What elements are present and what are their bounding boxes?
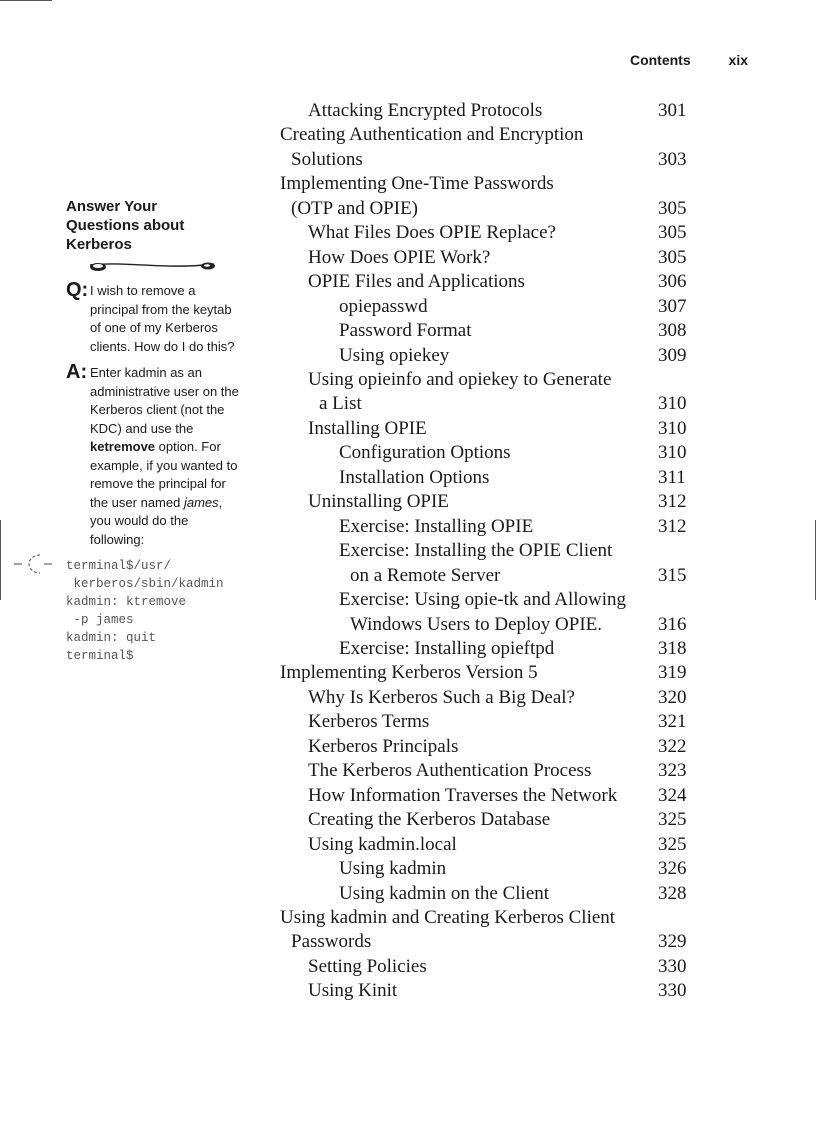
toc-entry-title: Kerberos Terms: [308, 711, 430, 733]
toc-entry: [280, 490, 710, 514]
header-page-number: xix: [728, 52, 748, 68]
code-line: terminal$/usr/: [66, 559, 172, 573]
toc-entry-page: 310: [658, 417, 687, 439]
toc-entry: [280, 197, 710, 221]
toc-entry: [280, 930, 710, 954]
code-line: kadmin: ktremove: [66, 595, 187, 609]
toc-entry-title: Exercise: Installing opieftpd: [339, 637, 555, 659]
toc-entry: [280, 979, 710, 1003]
toc-entry-page: 329: [658, 931, 687, 953]
toc-entry-title: Solutions: [291, 148, 363, 170]
sidebar-title-line: Kerberos: [66, 236, 132, 253]
toc-entry-title: How Does OPIE Work?: [308, 246, 491, 268]
toc-entry-title: on a Remote Server: [350, 564, 501, 586]
question-block: [66, 279, 246, 356]
toc-entry-page: 322: [658, 735, 687, 757]
toc-entry-title: Setting Policies: [308, 955, 427, 977]
toc-entry-title: Passwords: [291, 931, 372, 953]
answer-username-italic: james: [183, 494, 219, 510]
toc-entry-title: Using Kinit: [308, 980, 398, 1002]
toc-entry-title: Using kadmin and Creating Kerberos Client: [280, 906, 616, 928]
table-of-contents: [280, 99, 710, 1004]
toc-entry-title: Attacking Encrypted Protocols: [308, 100, 543, 121]
toc-entry-title: Installing OPIE: [308, 417, 427, 439]
toc-entry-title: Configuration Options: [339, 442, 511, 464]
toc-entry-page: 307: [658, 295, 687, 317]
toc-entry-title: Exercise: Installing the OPIE Client: [339, 540, 613, 562]
toc-entry-page: 305: [658, 222, 687, 244]
toc-entry: [280, 539, 710, 563]
toc-entry-page: 301: [658, 100, 687, 121]
flourish-ornament-icon: [86, 258, 220, 276]
sidebar-title: [66, 197, 246, 254]
answer-text-part: option. For example, if you wanted to remove the principal for the user named: [90, 439, 238, 510]
sidebar-qa: [66, 197, 246, 665]
answer-text-part: Enter kadmin as an administrative user on the Kerberos client (not the KDC) and use the: [90, 365, 239, 436]
toc-entry-title: Using opieinfo and opiekey to Generate: [308, 368, 612, 390]
toc-entry: [280, 368, 710, 392]
toc-entry-page: 305: [658, 246, 687, 268]
toc-entry-page: 303: [658, 148, 687, 170]
question-text: I wish to remove a principal from the keytab of one of my Kerberos clients. How do I do this?: [90, 283, 235, 354]
toc-entry-page: 320: [658, 686, 687, 708]
toc-entry: [280, 466, 710, 490]
answer-text: [90, 365, 239, 547]
toc-entry: [280, 686, 710, 710]
toc-entry-page: 321: [658, 711, 687, 733]
toc-entry-page: 308: [658, 320, 687, 342]
toc-entry-page: 306: [658, 271, 687, 293]
toc-entry: [280, 515, 710, 539]
left-edge-rule: [0, 520, 1, 600]
code-block: [66, 557, 246, 665]
toc-entry: [280, 295, 710, 319]
toc-entry-title: Installation Options: [339, 466, 490, 488]
toc-entry: [280, 344, 710, 368]
toc-entry-title: What Files Does OPIE Replace?: [308, 222, 556, 244]
margin-mark-icon: [14, 552, 54, 576]
toc-entry-title: Exercise: Installing OPIE: [339, 515, 534, 537]
toc-entry: [280, 417, 710, 441]
toc-entry-title: Uninstalling OPIE: [308, 491, 449, 513]
toc-entry-title: OPIE Files and Applications: [308, 271, 525, 293]
toc-entry-page: 316: [658, 613, 687, 635]
toc-entry-page: 318: [658, 637, 687, 659]
toc-entry-title: Using opiekey: [339, 344, 450, 366]
sidebar-title-line: Questions about: [66, 217, 185, 234]
toc-entry-page: 305: [658, 197, 687, 219]
code-line: -p james: [66, 613, 134, 627]
toc-entry-page: 323: [658, 760, 687, 782]
toc-entry-page: 312: [658, 491, 687, 513]
toc-entry-title: Kerberos Principals: [308, 735, 459, 757]
toc-entry: [280, 441, 710, 465]
code-line: kerberos/sbin/kadmin: [66, 577, 224, 591]
toc-entry-page: 330: [658, 980, 687, 1002]
toc-entry-title: The Kerberos Authentication Process: [308, 760, 592, 782]
toc-entry-page: 310: [658, 442, 687, 464]
toc-entry-title: Using kadmin.local: [308, 833, 457, 855]
toc-entry: [280, 710, 710, 734]
toc-entry: [280, 833, 710, 857]
toc-entry: [280, 759, 710, 783]
toc-entry-title: Implementing Kerberos Version 5: [280, 662, 538, 684]
toc-entry: [280, 123, 710, 147]
toc-entry-page: 324: [658, 784, 687, 806]
toc-entry-page: 312: [658, 515, 687, 537]
toc-entry: [280, 613, 710, 637]
toc-entry: [280, 955, 710, 979]
toc-entry: [280, 637, 710, 661]
question-label: Q:: [66, 279, 89, 301]
toc-entry-page: 311: [658, 466, 686, 488]
toc-entry: [280, 221, 710, 245]
toc-entry: [280, 172, 710, 196]
toc-entry-title: opiepasswd: [339, 295, 428, 317]
toc-entry-page: 310: [658, 393, 687, 415]
toc-entry: [280, 148, 710, 172]
toc-entry: [280, 661, 710, 685]
toc-entry: [280, 99, 710, 123]
answer-command-bold: ketremove: [90, 439, 156, 454]
toc-entry: [280, 246, 710, 270]
toc-entry-title: Creating the Kerberos Database: [308, 809, 551, 831]
toc-entry-page: 319: [658, 662, 687, 684]
toc-entry: [280, 588, 710, 612]
toc-entry-title: Why Is Kerberos Such a Big Deal?: [308, 686, 575, 708]
toc-entry-title: Using kadmin on the Client: [339, 882, 550, 904]
toc-entry-page: 326: [658, 858, 687, 880]
toc-entry-title: Password Format: [339, 320, 472, 342]
toc-entry-page: 325: [658, 809, 687, 831]
toc-entry: [280, 808, 710, 832]
toc-entry: [280, 270, 710, 294]
code-line: terminal$: [66, 649, 134, 663]
toc-entry-title: Windows Users to Deploy OPIE.: [350, 613, 603, 635]
answer-label: A:: [66, 361, 88, 383]
toc-entry-title: Using kadmin: [339, 858, 447, 880]
running-header: [630, 52, 748, 68]
toc-entry: [280, 882, 710, 906]
toc-entry-title: a List: [319, 393, 362, 415]
code-line: kadmin: quit: [66, 631, 157, 645]
toc-entry: [280, 564, 710, 588]
toc-entry-title: Implementing One-Time Passwords: [280, 173, 554, 195]
toc-entry-title: Exercise: Using opie-tk and Allowing: [339, 589, 627, 611]
answer-text-part: , you would do the following:: [90, 494, 223, 547]
toc-entry: [280, 906, 710, 930]
toc-entry-title: Creating Authentication and Encryption: [280, 124, 584, 146]
toc-entry-page: 325: [658, 833, 687, 855]
toc-entry-page: 309: [658, 344, 687, 366]
toc-entry: [280, 735, 710, 759]
toc-entry: [280, 392, 710, 416]
header-title: Contents: [629, 52, 691, 68]
toc-entry-page: 330: [658, 955, 687, 977]
toc-entry-page: 328: [658, 882, 687, 904]
toc-entry-title: How Information Traverses the Network: [308, 784, 618, 806]
top-corner-rule: [0, 0, 52, 1]
toc-entry: [280, 784, 710, 808]
answer-block: [66, 361, 246, 549]
toc-entry-page: 315: [658, 564, 687, 586]
sidebar-title-line: Answer Your: [66, 198, 158, 215]
toc-entry: [280, 319, 710, 343]
toc-entry-title: (OTP and OPIE): [291, 197, 418, 219]
toc-entry: [280, 857, 710, 881]
